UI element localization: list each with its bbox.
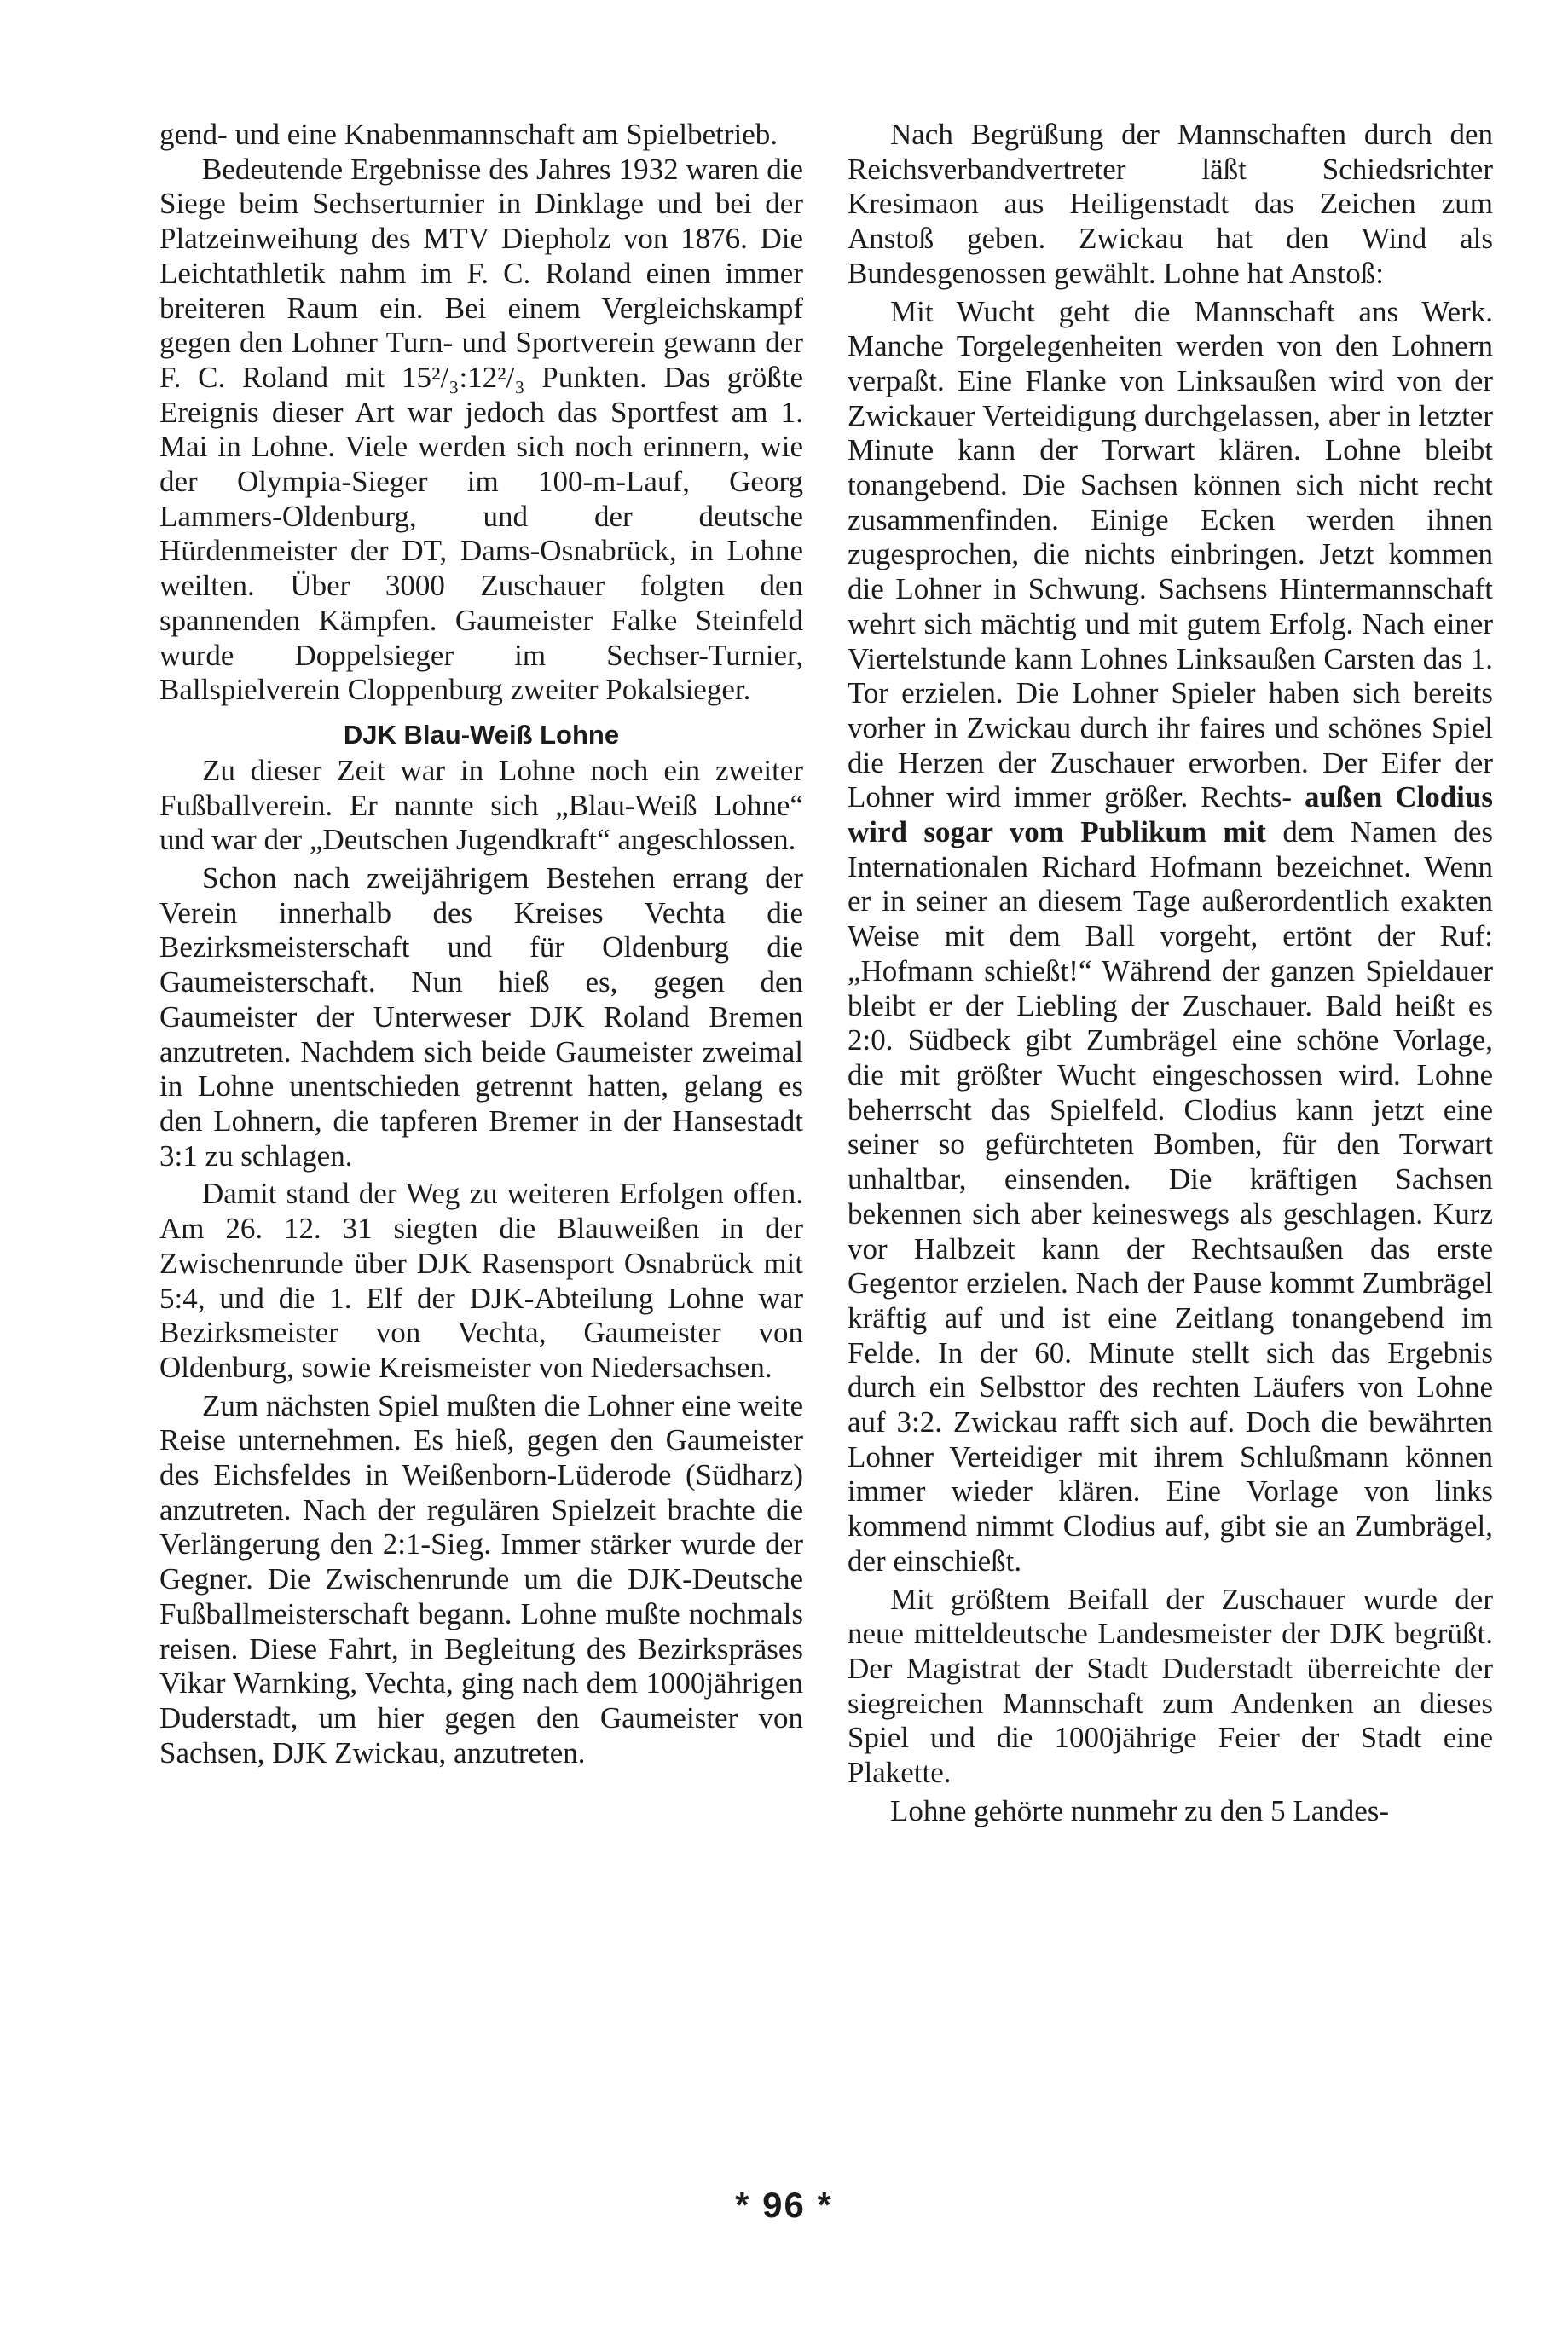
paragraph: [848, 295, 1493, 1579]
left-column: [159, 118, 803, 1770]
paragraph-text: Mit Wucht geht die Mannschaft ans Werk. Manche Torgelegenheiten werden von den Lohnern verpaßt. Eine Flanke von Linksaußen wird von der Zwickauer Verteidigung durchgelassen, aber in letzter Minute kann der Torwart klären. Lohne bleibt tonangebend. Die Sachsen können sich nicht recht zusammenfinden. Einige Ecken werden ihnen zugesprochen, die nichts einbringen. Jetzt kommen die Lohner in Schwung. Sachsens Hintermannschaft wehrt sich mächtig und mit gutem Erfolg. Nach einer Viertelstunde kann Lohnes Linksaußen Carsten das 1. Tor erzielen. Die Lohner Spieler haben sich bereits vorher in Zwickau durch ihr faires und schönes Spiel die Herzen der Zuschauer erworben. Der Eifer der Lohner wird immer größer. Rechts-: [848, 294, 1493, 814]
paragraph: Mit größtem Beifall der Zuschauer wurde der neue mitteldeutsche Landesmeister der DJK begrüßt. Der Magistrat der Stadt Duderstadt überreichte der siegreichen Mannschaft zum Andenken an dieses Spiel und die 1000jährige Feier der Stadt eine Plakette.: [848, 1582, 1493, 1790]
section-heading: DJK Blau-Weiß Lohne: [343, 719, 620, 750]
paragraph: Lohne gehörte nunmehr zu den 5 Landes-: [890, 1793, 1390, 1827]
paragraph-text: dem Namen des Internationalen Richard Hofmann bezeichnet. Wenn er in seiner an diesem Tage außerordentlich exakten Weise mit dem Ball vorgeht, ertönt der Ruf: „Hofmann schießt!“ Während der ganzen Spieldauer bleibt er der Liebling der Zuschauer. Bald heißt es 2:0. Südbeck gibt Zumbrägel eine schöne Vorlage, die mit größter Wucht eingeschossen wird. Lohne beherrscht das Spielfeld. Clodius kann jetzt eine seiner so gefürchteten Bomben, für den Torwart unhaltbar, einsenden. Die kräftigen Sachsen bekennen sich aber keineswegs als geschlagen. Kurz vor Halbzeit kann der Rechtsaußen das erste Gegentor erzielen. Nach der Pause kommt Zumbrägel kräftig auf und ist eine Zeitlang tonangebend im Felde. In der 60. Minute stellt sich das Ergebnis durch ein Selbsttor des rechten Läufers von Lohne auf 3:2. Zwickau rafft sich auf. Doch die bewährten Lohner Verteidiger mit ihrem Schlußmann können immer wieder klären. Eine Vorlage von links kommend nimmt Clodius auf, gibt sie an Zumbrägel, der einschießt.: [848, 815, 1494, 1578]
bold-phrase: außen Clodius wird sogar vom Publikum mit: [848, 780, 1493, 849]
paragraph: Nach Begrüßung der Mannschaften durch den Reichsverbandvertreter läßt Schiedsrichter Kresimaon aus Heiligenstadt das Zeichen zum Anstoß geben. Zwickau hat den Wind als Bundesgenossen gewählt. Lohne hat Anstoß:: [848, 118, 1493, 290]
paragraph: Damit stand der Weg zu weiteren Erfolgen offen. Am 26. 12. 31 siegten die Blauweißen in der Zwischenrunde über DJK Rasensport Osnabrück mit 5:4, und die 1. Elf der DJK-Abteilung Lohne war Bezirksmeister von Vechta, Gaumeister von Oldenburg, sowie Kreismeister von Niedersachsen.: [159, 1177, 803, 1384]
page-number: * 96 *: [735, 2185, 833, 2225]
paragraph: Schon nach zweijährigem Bestehen errang der Verein innerhalb des Kreises Vechta die Bezirksmeisterschaft und für Oldenburg die Gaumeisterschaft. Nun hieß es, gegen den Gaumeister der Unterweser DJK Roland Bremen anzutreten. Nachdem sich beide Gaumeister zweimal in Lohne unentschieden getrennt hatten, gelang es den Lohnern, die tapferen Bremer in der Hansestadt 3:1 zu schlagen.: [159, 861, 803, 1173]
right-column: [848, 118, 1493, 1828]
paragraph: Bedeutende Ergebnisse des Jahres 1932 waren die Siege beim Sechserturnier in Dinklage und bei der Platzeinweihung des MTV Diepholz von 1876. Die Leichtathletik nahm im F. C. Roland einen immer breiteren Raum ein. Bei einem Vergleichskampf gegen den Lohner Turn- und Sportverein gewann der F. C. Roland mit 15²/₃:12²/₃ Punkten. Das größte Ereignis dieser Art war jedoch das Sportfest am 1. Mai in Lohne. Viele werden sich noch erinnern, wie der Olympia-Sieger im 100-m-Lauf, Georg Lammers-Oldenburg, und der deutsche Hürdenmeister der DT, Dams-Osnabrück, in Lohne weilten. Über 3000 Zuschauer folgten den spannenden Kämpfen. Gaumeister Falke Steinfeld wurde Doppelsieger im Sechser-Turnier, Ballspielverein Cloppenburg zweiter Pokalsieger.: [159, 152, 803, 707]
paragraph: Zum nächsten Spiel mußten die Lohner eine weite Reise unternehmen. Es hieß, gegen den Gaumeister des Eichsfeldes in Weißenborn-Lüderode (Südharz) anzutreten. Nach der regulären Spielzeit brachte die Verlängerung den 2:1-Sieg. Immer stärker wurde der Gegner. Die Zwischenrunde um die DJK-Deutsche Fußballmeisterschaft begann. Lohne mußte nochmals reisen. Diese Fahrt, in Begleitung des Bezirkspräses Vikar Warnking, Vechta, ging nach dem 1000jährigen Duderstadt, um hier gegen den Gaumeister von Sachsen, DJK Zwickau, anzutreten.: [159, 1388, 803, 1769]
paragraph: gend- und eine Knabenmannschaft am Spielbetrieb.: [159, 118, 778, 151]
paragraph: Zu dieser Zeit war in Lohne noch ein zweiter Fußballverein. Er nannte sich „Blau-Weiß Lohne“ und war der „Deutschen Jugendkraft“ angeschlossen.: [159, 753, 803, 857]
